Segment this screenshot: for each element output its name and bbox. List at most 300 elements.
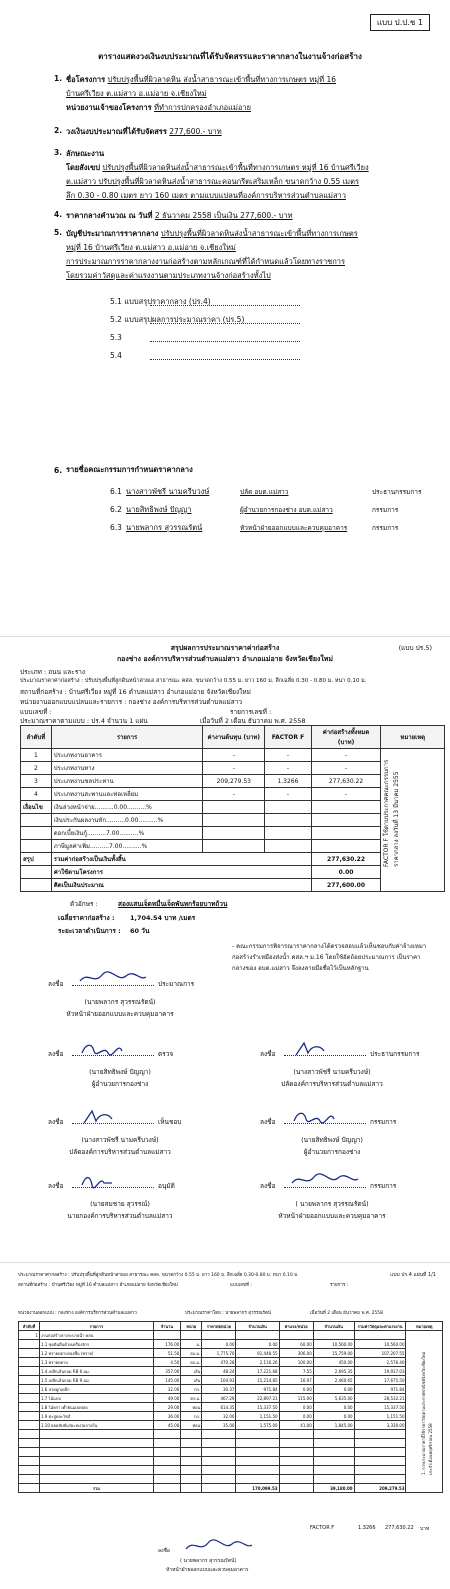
dotted-line [150,359,300,360]
cell-mp: 470.28 [202,1358,236,1367]
cell-item: 1.2 ทรายหยาบรองพื้น (ทราย) [39,1349,153,1358]
item-row [66,210,426,222]
table-row [19,1412,443,1421]
cell-mp: 48.24 [202,1367,236,1376]
cell-lt: 450.00 [313,1358,354,1367]
signer-title: หัวหน้าฝ่ายออกแบบและควบคุมอาคาร [278,1212,386,1220]
empty-cell [236,1457,279,1466]
signer-title: ปลัดองค์การบริหารส่วนตำบลแม่สาว [69,1148,171,1156]
empty-cell [354,1439,406,1448]
condition-label-cell [21,840,52,853]
table-row [19,1331,443,1340]
cell-mt: 0.00 [236,1340,279,1349]
empty-cell [313,1430,354,1439]
item-label: บัญชีประมาณการราคากลาง [66,229,159,238]
empty-cell [153,1466,181,1475]
cell-lt: 15,759.00 [313,1349,354,1358]
cell-no [19,1385,40,1394]
signature-block [232,1045,432,1089]
item-number: 2. [54,126,63,135]
cell-item: 1.8 ไม้คร่าวค้ำยันแบบหล่อ [39,1403,153,1412]
item-value: ปรับปรุงพื้นที่ผิวลาดหินส่งน้ำสาธารณะเข้าพื้นที่ทางการเกษตร [160,229,358,238]
cell-mp [202,1331,236,1340]
signature-line [20,1045,220,1059]
committee-heading: รายชื่อคณะกรรมการกำหนดราคากลาง [66,465,193,474]
text-amount-value: สองแสนเจ็ดหมื่นเจ็ดพันหกร้อยบาทถ้วน [118,900,228,908]
cell-lp: 16.97 [279,1376,313,1385]
cell-mt: 1,575.00 [236,1421,279,1430]
estimator-line: ประมาณราคาโดย : นายพลากร สุวรรณรัตน์ [185,1311,271,1316]
item-row [66,148,426,160]
cell-lt: 5,635.00 [313,1394,354,1403]
cell-qty: 36.00 [153,1412,181,1421]
sign-prefix: ลงชื่อ [260,1050,276,1058]
signature-line [232,1045,432,1059]
cell-unit: เส้น [181,1367,202,1376]
condition-row [21,840,445,853]
empty-cell [19,1439,40,1448]
summary-value: 277,600.00 [311,879,381,892]
empty-cell [236,1439,279,1448]
signer-name: (นายสิทธิพงษ์ ปัญญา) [89,1068,151,1076]
page-title: ตารางแสดงวงเงินงบประมาณที่ได้รับจัดสรรและราคากลางในงานจ้างก่อสร้าง [98,52,362,61]
empty-cell [236,1466,279,1475]
empty-cell [236,1430,279,1439]
cell-item: ประเภทงานอาคาร [51,749,203,762]
signature-block [20,975,220,1019]
committee-role: ประธานกรรมการ [372,488,422,496]
cell-mt: 971.84 [236,1385,279,1394]
column-header: จำนวนเงิน [313,1322,354,1331]
cell-lt: 1,845.00 [313,1421,354,1430]
attachment-item: 5.4 [110,351,122,360]
empty-cell [311,814,381,827]
cell-mt: 2,116.26 [236,1358,279,1367]
duration-value: 60 วัน [130,927,150,935]
cell-total: 19,917.03 [354,1367,406,1376]
cell-no [19,1367,40,1376]
cell-lt: 0.00 [313,1403,354,1412]
plan-number-line: แบบเลขที่ : [230,1283,252,1288]
cell-unit: กก. [181,1385,202,1394]
cell-lp [279,1331,313,1340]
cell-lp: 60.00 [279,1340,313,1349]
empty-cell [39,1439,153,1448]
cell-unit: ตร.ม. [181,1394,202,1403]
cell-lp: 0.00 [279,1385,313,1394]
empty-cell [19,1430,40,1439]
committee-name: นางสาวพัชรี นามครีบวงษ์ [126,487,210,496]
signer-name: (นางสาวพัชรี นามครีบวงษ์) [81,1136,159,1144]
signer-title: หัวหน้าฝ่ายออกแบบและควบคุมอาคาร [166,1567,249,1573]
signature-line [20,1113,220,1127]
empty-cell [354,1475,406,1484]
signature-scribble [78,971,148,987]
cell-total [354,1331,406,1340]
item-row [66,190,426,202]
cell-qty: 4.50 [153,1358,181,1367]
cell-item: 1.7 ไม้แบบ [39,1394,153,1403]
empty-cell [19,1484,40,1493]
column-header: หมายเหตุ [381,726,445,749]
empty-row [19,1466,443,1475]
empty-cell [279,1475,313,1484]
cell-lp: 115.00 [279,1394,313,1403]
empty-cell [181,1448,202,1457]
empty-cell [279,1439,313,1448]
column-header: ค่าแรง/หน่วย [279,1322,313,1331]
column-header: จำนวน [153,1322,181,1331]
cell-mp: 32.00 [202,1412,236,1421]
empty-cell [313,1439,354,1448]
factor-label: FACTOR F [310,1525,335,1531]
grand-total-unit: บาท [420,1526,430,1532]
signature-line [20,975,220,989]
cell-unit [181,1331,202,1340]
cell-no: 1 [21,749,52,762]
table-row [21,762,445,775]
item-value: หมู่ที่ 16 บ้านศรีเวียง ต.แม่สาว อ.แม่อาย จ.เชียงใหม่ [66,243,236,252]
empty-cell [19,1475,40,1484]
cell-qty: 51.50 [153,1349,181,1358]
sign-role: เห็นชอบ [158,1118,182,1126]
table-row [19,1349,443,1358]
committee-name: นายพลากร สุวรรณรัตน์ [126,523,203,532]
summary-row [21,879,445,892]
cell-qty: 145.00 [153,1376,181,1385]
column-header: รวมค่าวัสดุและค่าแรงงาน [354,1322,406,1331]
form-code-label: แบบ ปร.4 แผ่นที่ 1/1 [390,1272,436,1278]
table-header-row [19,1322,443,1331]
cell-lp: 0.00 [279,1403,313,1412]
item-row [66,242,426,254]
sign-role: ประธานกรรมการ [370,1050,420,1058]
item-value: การประมาณการราคากลางงานก่อสร้างตามหลักเกณฑ์ที่ได้กำหนดแล้วโดยทางราชการ [66,257,346,266]
place-line: สถานที่ก่อสร้าง : บ้านศรีเวียง หมู่ที่ 16 ตำบลแม่สาว อำเภอแม่อาย จังหวัดเชียงใหม่ [20,688,251,696]
signer-name: (นายสมชาย สุวรรณ์) [90,1200,150,1208]
cell-lp: 0.00 [279,1412,313,1421]
summary-label-cell: สรุป [21,853,52,866]
empty-cell [39,1466,153,1475]
cell-unit: ม. [181,1340,202,1349]
signature-scribble [78,1173,148,1189]
signature-block [232,1113,432,1157]
table-row [21,749,445,762]
condition-row [21,801,445,814]
cell-no: 4 [21,788,52,801]
cell-no [19,1421,40,1430]
condition-row [21,814,445,827]
cell-lt: 0.00 [313,1385,354,1394]
cell-qty [153,1331,181,1340]
empty-row [19,1475,443,1484]
empty-cell [313,1475,354,1484]
summary-label: ค่าใช้ตามโครงการ [51,866,311,879]
calc-line: ประมาณราคาตามแบบ : ปร.4 จำนวน 1 แผ่น [20,717,148,725]
sign-prefix: ลงชื่อ [158,1548,170,1554]
empty-cell [279,1448,313,1457]
sign-prefix: ลงชื่อ [260,1182,276,1190]
total-label: รวม [39,1484,153,1493]
empty-cell [354,1466,406,1475]
item-row [66,74,426,86]
column-header: หมายเหตุ [406,1322,443,1331]
item-value: ต.แม่สาว ปรับปรุงพื้นที่ผิวลาดหินส่งน้ำสาธารณะคอนกรีตเสริมเหล็ก ขนาดกว้าง 0.55 เมตร [66,177,360,186]
summary-label: คิดเป็นเงินประมาณ [51,879,311,892]
column-header: หน่วย [181,1322,202,1331]
date-line: เมื่อวันที่ 2 เดือน ธันวาคม พ.ศ. 2558 [310,1311,384,1316]
avg-price-value: 1,704.54 บาท /เมตร [130,914,196,922]
cell-total: 1,151.50 [354,1412,406,1421]
cell-total: 2,576.40 [354,1358,406,1367]
signature-scribble [290,1109,360,1125]
item-label: หน่วยงานเจ้าของโครงการ [66,103,152,112]
item-value: ลึก 0.30 - 0.80 เมตร ยาว 160 เมตร ตามแบบแปลนที่องค์การบริหารส่วนตำบลแม่สาว [66,191,346,200]
cell-f: - [265,788,311,801]
cell-unit: เส้น [181,1376,202,1385]
condition-text: เงินล่วงหน้าจ่าย..........0.00..........% [51,801,203,814]
total-row [19,1484,443,1493]
cell-total: 10,560.00 [354,1340,406,1349]
signature-scribble [290,1173,360,1189]
cell-cost: - [203,788,265,801]
cell-no: 1 [19,1331,40,1340]
cell-f: 1.3266 [265,775,311,788]
empty-cell [354,1430,406,1439]
condition-label-cell: เงื่อนไข [21,801,52,814]
item-number: 1. [54,74,63,83]
item-value: 2 ธันวาคม 2558 เป็นเงิน 277,600.- บาท [154,211,293,220]
empty-row [19,1457,443,1466]
item-number: 3. [54,148,63,157]
sign-role: ประมาณการ [158,980,195,988]
page-por4-detail [0,1262,450,1589]
empty-cell [181,1484,202,1493]
page-subtitle: กองช่าง องค์การบริหารส่วนตำบลแม่สาว อำเภอแม่อาย จังหวัดเชียงใหม่ [116,655,334,663]
condition-text: เงินประกันผลงานหัก..........0.00..........% [51,814,203,827]
committee-position: ปลัด อบต.แม่สาว [240,488,289,496]
cell-unit: ท่อน [181,1403,202,1412]
empty-cell [279,1484,313,1493]
page-ppch1 [0,0,450,620]
cell-mt: 22,897.21 [236,1394,279,1403]
empty-cell [265,840,311,853]
project-line: ประมาณราคาค่าก่อสร้าง : ปรับปรุงพื้นที่ลูกดินหน้าสายเอ สาธารณะ คสล. ขนาดกว้าง 0.55 ม. ยาว 160 ม. ลึกเฉลี่ย 0.30-0.80 ม. หนา 0.10 ม. [18,1273,299,1278]
empty-cell [279,1466,313,1475]
empty-row [19,1439,443,1448]
cell-qty: 32.00 [153,1385,181,1394]
cell-item: 1.1 ขุดดินยื่นด้วยเครื่องจักร [39,1340,153,1349]
cell-total: - [311,762,381,775]
date-line: เมื่อวันที่ 2 เดือน ธันวาคม พ.ศ. 2558 [200,717,306,725]
signer-title: นายกองค์การบริหารส่วนตำบลแม่สาว [67,1212,173,1220]
detail-table [18,1321,443,1493]
cell-mt: 15,337.50 [236,1403,279,1412]
total-all: 209,279.53 [354,1484,406,1493]
cell-lp: 306.00 [279,1349,313,1358]
cell-lt: 0.00 [313,1412,354,1421]
cell-mp: 35.00 [202,1421,236,1430]
sign-prefix: ลงชื่อ [48,1118,64,1126]
empty-row [19,1430,443,1439]
item-label: วงเงินงบประมาณที่ได้รับจัดสรร [66,127,167,136]
item-row [66,162,426,174]
empty-cell [202,1475,236,1484]
cell-mp: 30.37 [202,1385,236,1394]
page-title: สรุปผลการประมาณราคาค่าก่อสร้าง [170,644,280,652]
signature-block [232,1177,432,1221]
cell-total: 28,532.21 [354,1394,406,1403]
cell-mp: 0.00 [202,1340,236,1349]
empty-cell [311,827,381,840]
cell-lt: 2,460.65 [313,1376,354,1385]
sign-role: กรรมการ [370,1182,397,1190]
empty-cell [265,827,311,840]
column-header: ค่างานต้นทุน (บาท) [203,726,265,749]
item-row [66,228,426,240]
cell-unit: ลบ.ม. [181,1358,202,1367]
empty-cell [203,801,265,814]
item-label: ลักษณะงาน [66,149,105,158]
table-row [19,1403,443,1412]
factor-value: 1.3266 [358,1525,376,1531]
empty-cell [313,1457,354,1466]
grand-total: 277,630.22 [385,1525,414,1531]
cell-no [19,1340,40,1349]
cell-mt: 15,214.85 [236,1376,279,1385]
cell-mp: 1,775.70 [202,1349,236,1358]
column-header: FACTOR F [265,726,311,749]
empty-cell [265,801,311,814]
attachment-item: 5.2 แบบสรุปผลการประมาณราคา (ปร.5) [110,315,245,324]
item-value: 277,600.- บาท [169,127,222,136]
summary-value: 277,630.22 [311,853,381,866]
empty-cell [181,1475,202,1484]
item-value: บ้านศรีเวียง ต.แม่สาว อ.แม่อาย จ.เชียงใหม่ [66,89,207,98]
table-row [19,1421,443,1430]
cell-cost: - [203,762,265,775]
item-row [66,176,426,188]
signer-name: (นายสิทธิพงษ์ ปัญญา) [301,1136,363,1144]
empty-cell [203,827,265,840]
empty-cell [202,1484,236,1493]
cell-item: 1.3 ทรายหยาบ [39,1358,153,1367]
sign-role: กรรมการ [370,1118,397,1126]
column-header: รายการ [51,726,203,749]
summary-label: รวมค่าก่อสร้างเป็นเงินทั้งสิ้น [51,853,311,866]
cell-unit: กก. [181,1412,202,1421]
cell-item: 1.6 ลวดผูกเหล็ก [39,1385,153,1394]
empty-cell [19,1466,40,1475]
summary-row [21,853,445,866]
cell-no [19,1394,40,1403]
cell-item: 1.9 ตะปูคละไซส์ [39,1412,153,1421]
column-header: ค่าก่อสร้างทั้งหมด (บาท) [311,726,381,749]
dotted-line [150,323,300,324]
signer-name: (นางสาวพัชรี นามครีบวงษ์) [293,1068,371,1076]
empty-cell [311,840,381,853]
empty-cell [181,1439,202,1448]
table-row [19,1385,443,1394]
item-row [66,270,426,282]
empty-cell [153,1448,181,1457]
plan-number-line: แบบเลขที่ : [20,708,52,716]
cell-qty: 49.00 [153,1394,181,1403]
column-header: จำนวนเงิน [236,1322,279,1331]
column-header: ลำดับที่ [19,1322,40,1331]
signer-name: ( นายพลากร สุวรรณรัตน์) [180,1558,237,1564]
cell-total: 3,330.00 [354,1421,406,1430]
cell-no [19,1412,40,1421]
signer-title: หัวหน้าฝ่ายออกแบบและควบคุมอาคาร [66,1010,174,1018]
sign-role: อนุมัติ [158,1182,175,1190]
cell-item: 1.10 ยอดลับซ์แร่ยะหน่วยภายใน [39,1421,153,1430]
empty-cell [39,1430,153,1439]
duration-label: ระยะเวลาดำเนินการ : [58,927,121,935]
sign-prefix: ลงชื่อ [48,1182,64,1190]
empty-cell [181,1466,202,1475]
empty-cell [202,1448,236,1457]
column-header: รายการ [39,1322,153,1331]
column-header: ลำดับที่ [21,726,52,749]
cell-lp: 41.00 [279,1421,313,1430]
table-row [19,1340,443,1349]
form-code-label: (แบบ ปร.5) [398,644,432,652]
empty-cell [19,1448,40,1457]
page-por5-summary [0,636,450,1253]
cell-item: ประเภทงานทาง [51,762,203,775]
empty-cell [202,1430,236,1439]
cell-mp: 104.93 [202,1376,236,1385]
empty-cell [153,1457,181,1466]
empty-cell [19,1457,40,1466]
item-number: 6. [54,466,63,475]
cell-qty: 45.00 [153,1421,181,1430]
empty-cell [354,1457,406,1466]
item-value: ปรับปรุงพื้นที่ผิวลาดหิน ส่งน้ำสาธารณะเข้าพื้นที่ทางการเกษตร หมู่ที่ 16 [107,75,337,84]
attachment-item: 5.1 แบบสรุปราคากลาง (ปร.4) [110,297,211,306]
cell-total: 15,337.50 [354,1403,406,1412]
signature-scribble [290,1041,360,1057]
cell-mp: 467.29 [202,1394,236,1403]
signature-scribble [184,1539,254,1553]
table-row [21,788,445,801]
empty-cell [313,1466,354,1475]
item-row [66,88,426,100]
empty-row [19,1448,443,1457]
cell-lt: 2,695.35 [313,1367,354,1376]
condition-row [21,827,445,840]
cell-lp: 7.55 [279,1367,313,1376]
committee-note: - คณะกรรมการพิจารณาราคากลางได้ตรวจสอบแล้วเห็นชอบกับค่าจ้างเหมา ก่อสร้างรำเหมืองส่งน้ำ คสล.ฯ ม.16 โดยใช้อัตถ้อยประมาณการ เป็นราคากลางของ อบต.แม่สาว จึงลงลายมือชื่อไว้เป็นหลักฐาน [232,943,427,972]
sign-prefix: ลงชื่อ [260,1118,276,1126]
table-row [19,1367,443,1376]
cell-unit: ท่อน [181,1421,202,1430]
unit-line: หน่วยงานออกแบบ : กองช่าง องค์การบริหารส่วนตำบลแม่สาว [18,1311,137,1316]
form-code-label: แบบ ป.ป.ช 1 [370,14,430,31]
cell-lp: 100.00 [279,1358,313,1367]
table-row [19,1394,443,1403]
cell-total: 107,207.55 [354,1349,406,1358]
total-labor: 39,180.00 [313,1484,354,1493]
committee-position: ผู้อำนวยการกองช่าง อบต.แม่สาว [240,506,333,514]
summary-value: 0.00 [311,866,381,879]
condition-text: ดอกเบี้ยเงินกู้..........7.00..........% [51,827,203,840]
cell-total: - [311,749,381,762]
cell-item: 1.5 เหล็กเส้นกลม RB 9 มม. [39,1376,153,1385]
empty-cell [39,1448,153,1457]
cell-lt [313,1331,354,1340]
